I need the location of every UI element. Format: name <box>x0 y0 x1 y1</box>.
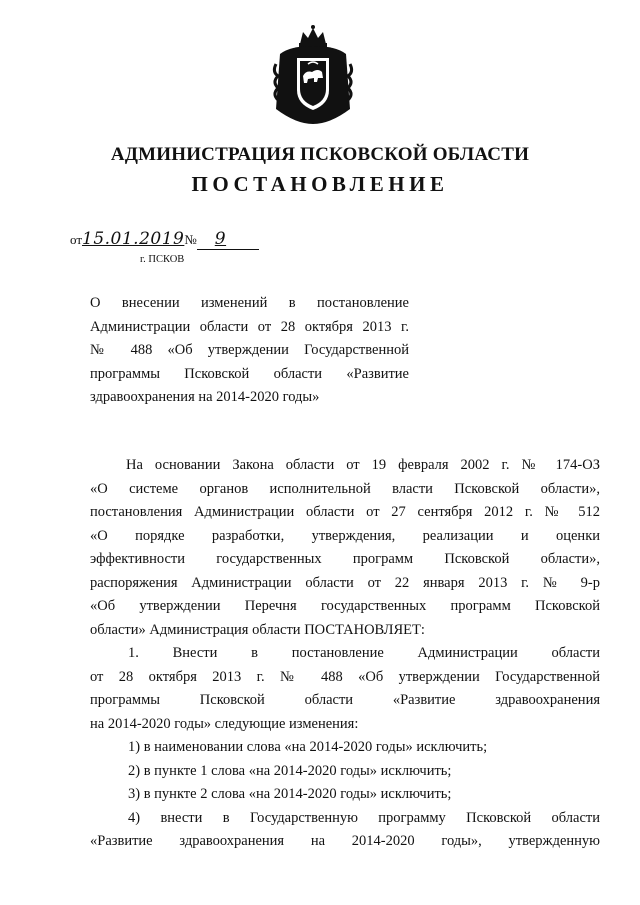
body-line: от 28 октября 2013 г. № 488 «Об утверждении Государственной <box>90 668 600 685</box>
date-prefix: от <box>70 232 83 247</box>
body-line: распоряжения Администрации области от 22 января 2013 г. № 9-р <box>90 574 600 591</box>
subject-block <box>90 292 409 410</box>
city-label: г. ПСКОВ <box>140 254 185 265</box>
coat-of-arms-emblem <box>270 24 356 126</box>
body-line: 1. Внести в постановление Администрации области <box>128 645 600 661</box>
subject-line: программы Псковской области «Развитие <box>90 365 409 382</box>
body-line: 4) внести в Государственную программу Псковской области <box>128 809 600 826</box>
number-sign: № <box>184 232 197 247</box>
subject-line: здравоохранения на 2014-2020 годы» <box>90 389 320 406</box>
organization-title: АДМИНИСТРАЦИЯ ПСКОВСКОЙ ОБЛАСТИ <box>110 144 530 165</box>
body-line: 1) в наименовании слова «на 2014-2020 годы» исключить; <box>128 739 488 755</box>
body-line: «О порядке разработки, утверждения, реализации и оценки <box>90 527 600 544</box>
body-line: 3) в пункте 2 слова «на 2014-2020 годы» исключить; <box>128 786 452 802</box>
body-line: на 2014-2020 годы» следующие изменения: <box>90 715 359 732</box>
subject-line: Администрации области от 28 октября 2013 г. <box>90 318 409 335</box>
body-line: области» Администрация области ПОСТАНОВЛЯЕТ: <box>90 621 425 638</box>
body-line: эффективности государственных программ Псковской области», <box>90 551 600 567</box>
body-line: «Об утверждении Перечня государственных программ Псковской <box>90 598 600 614</box>
body-line: программы Псковской области «Развитие здравоохранения <box>90 692 600 708</box>
body-line: «О системе органов исполнительной власти Псковской области», <box>90 480 600 497</box>
body-line: 2) в пункте 1 слова «на 2014-2020 годы» исключить; <box>128 762 452 779</box>
date-number-line <box>70 229 259 250</box>
handwritten-number: 9 <box>214 229 227 249</box>
body-line: постановления Администрации области от 27 сентября 2012 г. № 512 <box>90 504 600 520</box>
document-type-heading: ПОСТАНОВЛЕНИЕ <box>191 172 449 196</box>
body-line: «Развитие здравоохранения на 2014-2020 годы», утвержденную <box>90 833 600 849</box>
document-body <box>90 454 600 854</box>
subject-line: № 488 «Об утверждении Государственной <box>90 342 409 359</box>
subject-line: О внесении изменений в постановление <box>90 295 409 311</box>
body-line: На основании Закона области от 19 февраля 2002 г. № 174-ОЗ <box>126 457 600 473</box>
handwritten-date: 15.01.2019 <box>82 229 185 249</box>
